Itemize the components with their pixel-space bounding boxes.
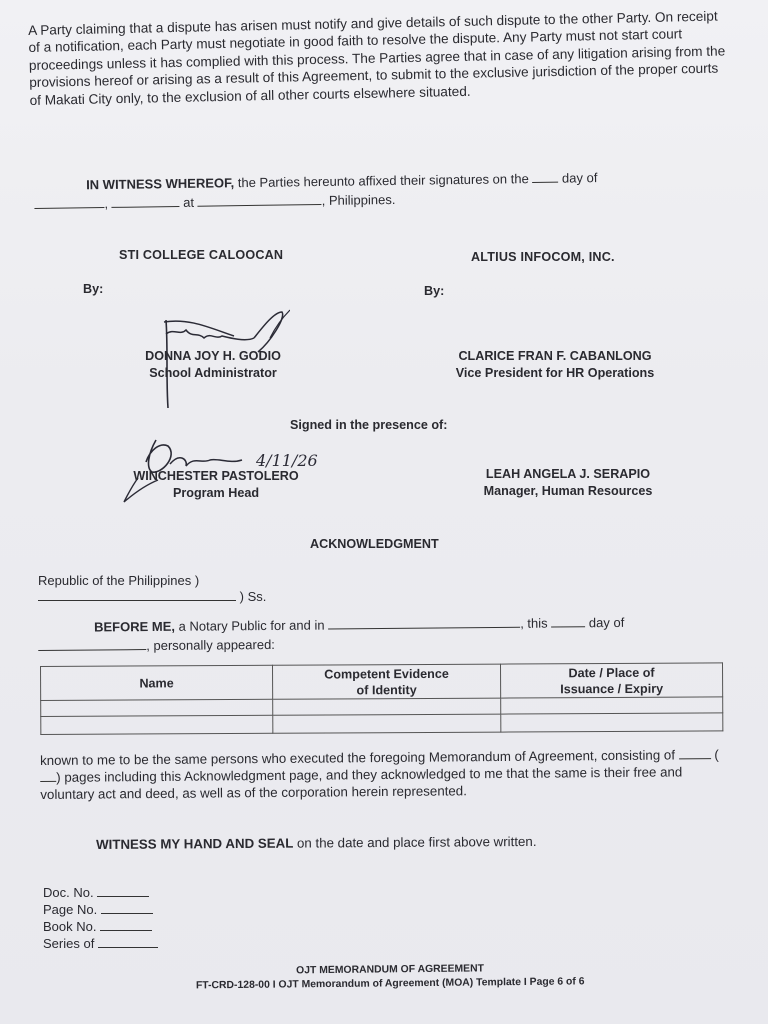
party-left: STI COLLEGE CALOOCAN (119, 248, 284, 262)
signer-left (118, 348, 308, 382)
header-name-text: Name (139, 675, 174, 690)
dispute-paragraph: A Party claiming that a dispute has arisen must notify and give details of such dispute to the other Party. On receipt of a notification, each Party must negotiate in good faith to resolve the dispute. Any Party must not start court proceedings unless it has complied with this process. The Parties agree that in case of any litigation arising from the provisions hereof or arising as a result of this Agreement, to submit to the exclusive jurisdiction of the proper courts of Makati City only, to the exclusion of all other courts elsewhere situated. (28, 8, 726, 108)
book-no-label: Book No. (43, 919, 101, 934)
footer-title: OJT MEMORANDUM OF AGREEMENT (296, 963, 485, 977)
signer-right-title: Vice President for HR Operations (455, 366, 655, 380)
signer-right-name: CLARICE FRAN F. CABANLONG (458, 349, 652, 363)
table-header-row (41, 663, 723, 701)
known-paragraph (40, 746, 724, 804)
witness-text: the Parties hereunto affixed their signatures on the (234, 171, 533, 191)
known-post: ) pages including this Acknowledgment page, and they acknowledged to me that the same is their free and voluntary act and deed, as well as of the corporation herein represented. (40, 764, 683, 803)
notary-place-blank (328, 615, 520, 630)
pages-number-blank (40, 769, 56, 782)
signer-right (425, 348, 685, 382)
party-right: ALTIUS INFOCOM, INC. (471, 250, 615, 264)
this-label: , this (520, 615, 552, 631)
book-no-blank (100, 918, 152, 931)
republic-line: Republic of the Philippines ) (38, 573, 200, 588)
venue-block (38, 573, 728, 604)
footer-reference: FT-CRD-128-00 I OJT Memorandum of Agreement (MOA) Template I Page 6 of 6 (195, 976, 585, 992)
witness-right (456, 466, 680, 500)
header-evidence-line2: of Identity (356, 682, 417, 697)
day-blank (532, 170, 558, 183)
table-row (41, 713, 723, 735)
signer-left-name: DONNA JOY H. GODIO (145, 349, 281, 363)
page-no-blank (101, 901, 153, 914)
witness-hand-seal (96, 833, 716, 852)
handwritten-date: 4/11/26 (256, 451, 318, 470)
witness-right-name: LEAH ANGELA J. SERAPIO (485, 467, 651, 481)
by-left: By: (83, 282, 104, 296)
personally-appeared: , personally appeared: (146, 636, 275, 654)
doc-no-label: Doc. No. (43, 885, 98, 900)
witness-philippines: , Philippines. (321, 191, 396, 208)
year-blank (112, 194, 180, 208)
notary-day-blank (551, 614, 585, 627)
presence-heading: Signed in the presence of: (290, 418, 448, 432)
by-right: By: (424, 284, 445, 298)
place-blank (198, 192, 322, 207)
notary-month-blank (38, 637, 146, 651)
header-evidence (272, 664, 500, 699)
notary-register (43, 884, 158, 952)
witness-clause: IN WITNESS WHEREOF, the Parties hereunto affixed their signatures on the day of , at , Philippines. (34, 166, 724, 214)
witness-day-of: day of (558, 170, 598, 186)
series-blank (98, 935, 158, 948)
acknowledgment-title: ACKNOWLEDGMENT (310, 537, 439, 551)
witness-right-title: Manager, Human Resources (483, 484, 653, 498)
witness-left-title: Program Head (172, 486, 260, 500)
header-evidence-line1: Competent Evidence (324, 666, 449, 682)
witness-left-name: WINCHESTER PASTOLERO (133, 469, 299, 483)
header-issuance (500, 663, 722, 698)
witness-hand-lead: WITNESS MY HAND AND SEAL (96, 835, 294, 852)
page-footer (140, 961, 640, 994)
page-no-label: Page No. (43, 902, 101, 917)
doc-no-blank (97, 884, 149, 897)
witness-lead: IN WITNESS WHEREOF, (86, 175, 235, 193)
before-me-clause (38, 612, 728, 656)
identity-table (40, 662, 723, 735)
signer-left-title: School Administrator (149, 366, 277, 380)
witness-hand-text: on the date and place first above written. (293, 833, 537, 851)
ss-label: ) Ss. (239, 589, 267, 604)
before-me-lead: BEFORE ME, (94, 618, 176, 635)
known-pre: known to me to be the same persons who executed the foregoing Memorandum of Agreement, consisting of (40, 747, 679, 768)
month-blank (34, 195, 104, 209)
header-issuance-line1: Date / Place of (568, 665, 655, 680)
pages-words-blank (679, 746, 711, 759)
witness-left (118, 468, 314, 502)
witness-at: at (179, 194, 198, 210)
series-label: Series of (43, 936, 98, 951)
day-of-label: day of (585, 614, 625, 631)
before-me-text: a Notary Public for and in (174, 617, 329, 634)
header-name (41, 665, 273, 700)
city-blank (38, 588, 236, 601)
header-issuance-line2: Issuance / Expiry (560, 681, 664, 696)
paren-open: ( (710, 747, 719, 763)
